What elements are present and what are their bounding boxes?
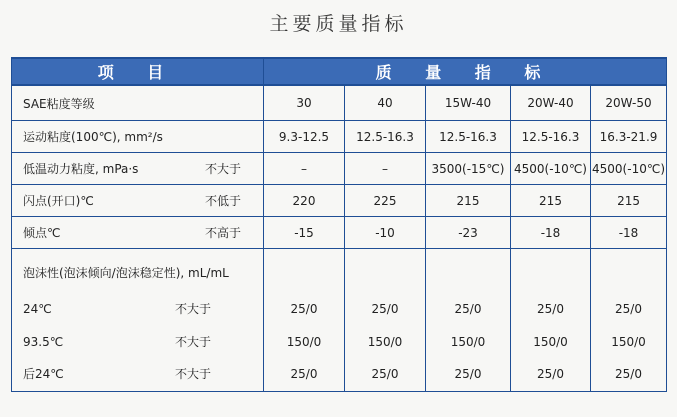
table-cell: -23	[426, 217, 511, 249]
table-cell: 25/0	[371, 302, 399, 316]
table-cell: 25/0	[290, 302, 318, 316]
table-cell: 25/0	[454, 367, 482, 381]
page-title: 主要质量指标	[269, 13, 408, 35]
table-cell: -18	[511, 217, 591, 249]
table-cell: 40	[345, 85, 426, 121]
table-cell: 9.3-12.5	[264, 121, 345, 153]
table-cell: 25/0	[615, 302, 642, 316]
table-cell: -18	[591, 217, 667, 249]
foam-item	[23, 358, 263, 391]
table-cell: 150/0	[367, 334, 403, 349]
table-cell: 215	[511, 185, 591, 217]
row-label	[12, 153, 264, 185]
table-cell: 12.5-16.3	[511, 121, 591, 153]
row-label-text: 倾点℃	[23, 226, 61, 240]
table-cell: 215	[426, 185, 511, 217]
foam-temp: 93.5℃	[23, 334, 64, 349]
table-row	[12, 185, 667, 217]
table-cell: 150/0	[450, 334, 486, 349]
foam-values-cell	[426, 249, 511, 392]
row-condition: 不低于	[204, 194, 241, 208]
table-cell: 25/0	[537, 367, 564, 381]
table-cell: 30	[264, 85, 345, 121]
table-header-row	[12, 58, 667, 85]
table-cell: 150/0	[611, 334, 646, 349]
foam-label-cell	[12, 249, 264, 392]
row-condition: 不大于	[204, 162, 241, 176]
table-cell: –	[264, 153, 345, 185]
table-cell: -15	[264, 217, 345, 249]
row-label	[12, 217, 264, 249]
table-cell: 20W-40	[511, 85, 591, 121]
table-cell: 220	[264, 185, 345, 217]
table-cell: 12.5-16.3	[345, 121, 426, 153]
table-cell: 25/0	[371, 367, 399, 381]
row-label	[12, 85, 264, 121]
table-cell: 4500(-10℃)	[511, 153, 591, 185]
header-indicators: 质 量 指 标	[264, 58, 667, 85]
foam-values-cell	[264, 249, 345, 392]
foam-label: 泡沫性(泡沫倾向/泡沫稳定性), mL/mL	[23, 266, 229, 280]
table-cell: -10	[345, 217, 426, 249]
foam-values-cell	[345, 249, 426, 392]
foam-values-cell	[511, 249, 591, 392]
table-cell: 25/0	[537, 302, 564, 316]
foam-temp: 后24℃	[23, 367, 64, 381]
table-cell: 25/0	[454, 302, 482, 316]
row-label-text: 闪点(开口)℃	[23, 194, 94, 208]
table-row	[12, 85, 667, 121]
table-row	[12, 153, 667, 185]
quality-spec-table	[11, 57, 667, 392]
foam-temp: 24℃	[23, 302, 52, 316]
row-label	[12, 185, 264, 217]
table-cell: –	[345, 153, 426, 185]
table-cell: 150/0	[286, 334, 322, 349]
table-cell: 225	[345, 185, 426, 217]
table-cell: 3500(-15℃)	[426, 153, 511, 185]
table-cell: 215	[591, 185, 667, 217]
table-cell: 15W-40	[426, 85, 511, 121]
table-cell: 4500(-10℃)	[591, 153, 667, 185]
row-label-text: 运动粘度(100℃), mm²/s	[23, 130, 163, 144]
row-label-text: SAE粘度等级	[23, 96, 95, 111]
table-cell: 12.5-16.3	[426, 121, 511, 153]
foam-condition: 不大于	[174, 367, 211, 381]
foam-condition: 不大于	[174, 302, 211, 316]
row-label	[12, 121, 264, 153]
foam-item	[23, 293, 263, 326]
foam-condition: 不大于	[174, 334, 211, 349]
table-cell: 25/0	[290, 367, 318, 381]
header-item: 项 目	[12, 58, 264, 85]
foam-row	[12, 249, 667, 392]
table-cell: 16.3-21.9	[591, 121, 667, 153]
table-row	[12, 217, 667, 249]
table-cell: 25/0	[615, 367, 642, 381]
foam-item	[23, 326, 263, 359]
row-condition: 不高于	[204, 226, 241, 240]
table-row	[12, 121, 667, 153]
foam-values-cell	[591, 249, 667, 392]
row-label-text: 低温动力粘度, mPa·s	[23, 162, 139, 176]
table-cell: 150/0	[533, 334, 568, 349]
table-cell: 20W-50	[591, 85, 667, 121]
